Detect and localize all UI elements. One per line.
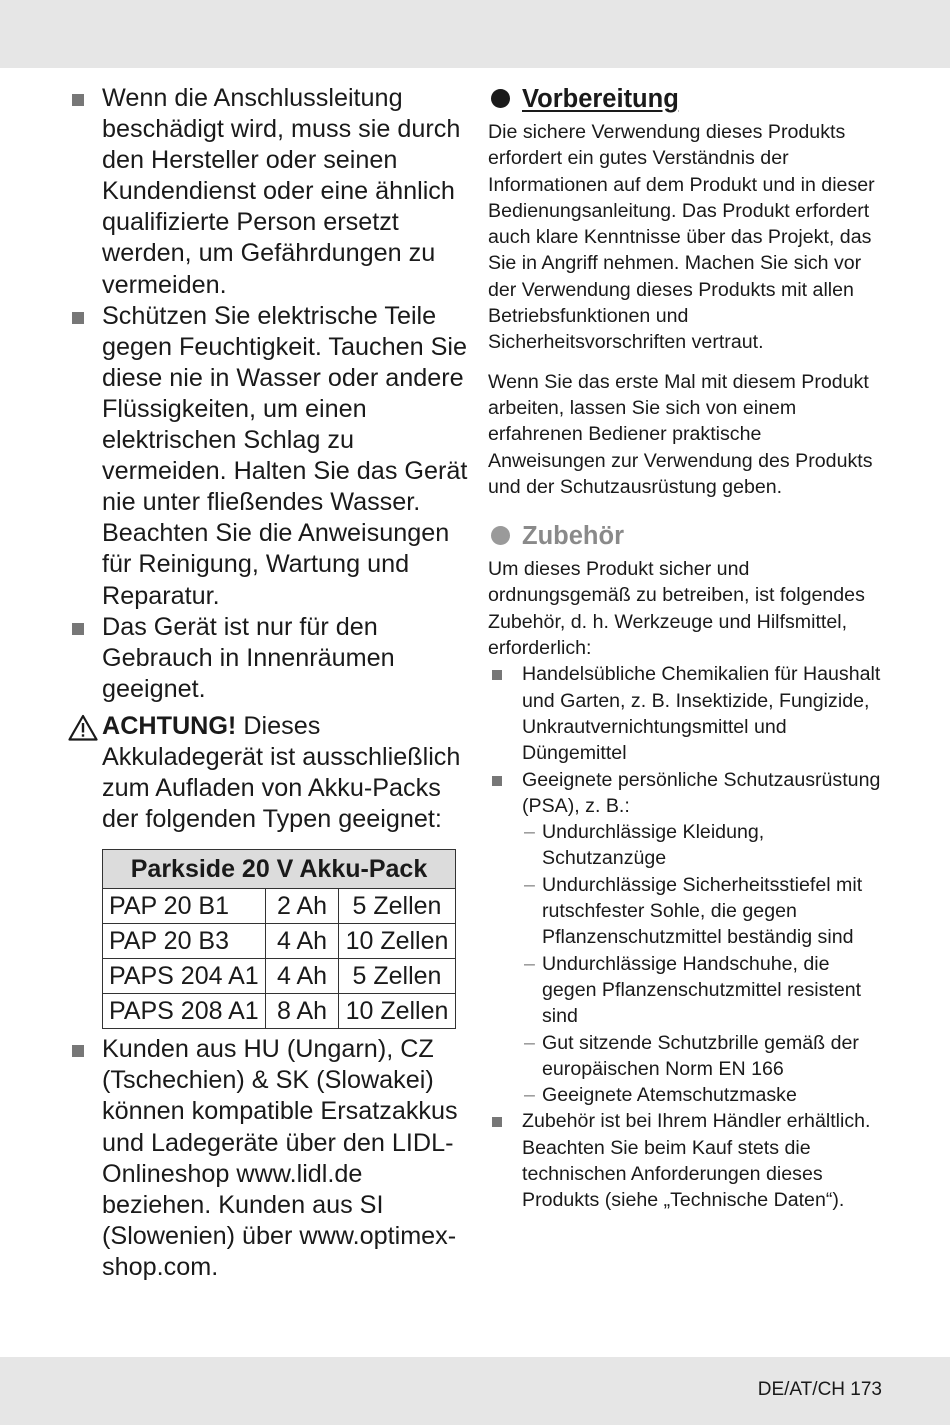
grey-circle-icon	[491, 526, 510, 545]
ppe-text: Undurchlässige Sicherheitsstiefel mit rutschfester Sohle, die gegen Pflanzenschutzmittel beständig sind	[542, 873, 863, 949]
section-heading-zubehoer	[488, 520, 883, 552]
battery-table	[102, 849, 456, 1029]
section-heading-vorbereitung	[488, 83, 883, 115]
warning-text: Dieses Akkuladegerät ist ausschließlich zum Aufladen von Akku-Packs der folgenden Typen geeignet:	[102, 711, 461, 834]
table-row	[103, 889, 456, 924]
accessory-bullet	[488, 767, 883, 820]
ppe-item	[488, 951, 883, 1030]
square-bullet-icon	[492, 1117, 502, 1127]
battery-table-header: Parkside 20 V Akku-Pack	[103, 850, 456, 889]
dash-marker: –	[524, 821, 535, 844]
paragraph: Um dieses Produkt sicher und ordnungsgemäß zu betreiben, ist folgendes Zubehör, d. h. Werkzeuge und Hilfsmittel, erforderlich:	[488, 558, 865, 660]
filled-circle-icon	[491, 89, 510, 108]
header-band	[0, 0, 950, 68]
square-bullet-icon	[72, 1045, 84, 1057]
left-column	[70, 83, 470, 1283]
paragraph: Wenn Sie das erste Mal mit diesem Produkt arbeiten, lassen Sie sich von einem erfahrenen Bediener praktische Anweisungen zur Verwendung des Produkts und der Schutzausrüstung geben.	[488, 370, 873, 498]
dash-marker: –	[524, 1084, 535, 1107]
model-cell: PAPS 208 A1	[103, 994, 266, 1029]
capacity-cell: 4 Ah	[266, 959, 339, 994]
dash-marker: –	[524, 873, 535, 896]
warning-triangle-icon	[68, 714, 98, 741]
accessory-bullet	[488, 661, 883, 766]
ppe-item	[488, 872, 883, 951]
square-bullet-icon	[492, 776, 502, 786]
ppe-text: Geeignete Atemschutzmaske	[542, 1084, 797, 1107]
table-row	[103, 924, 456, 959]
bullet-text: Handelsübliche Chemikalien für Haushalt und Garten, z. B. Insektizide, Fungizide, Unkrautvernichtungsmittel und Düngemittel	[522, 663, 881, 765]
safety-bullet	[70, 83, 470, 301]
ppe-item	[488, 819, 883, 872]
accessory-bullet	[488, 1108, 883, 1213]
square-bullet-icon	[72, 94, 84, 106]
bullet-text: Schützen Sie elektrische Teile gegen Feuchtigkeit. Tauchen Sie diese nie in Wasser oder andere Flüssigkeiten, um einen elektrischen Schlag zu vermeiden. Halten Sie das Gerät nie unter fließendes Wasser. Beachten Sie die Anweisungen für Reinigung, Wartung und Reparatur.	[102, 301, 468, 610]
table-row	[103, 994, 456, 1029]
capacity-cell: 4 Ah	[266, 924, 339, 959]
capacity-cell: 8 Ah	[266, 994, 339, 1029]
ppe-text: Gut sitzende Schutzbrille gemäß der europäischen Norm EN 166	[542, 1031, 859, 1080]
cells-cell: 10 Zellen	[339, 994, 456, 1029]
square-bullet-icon	[492, 670, 502, 680]
page-number: DE/AT/CH 173	[757, 1379, 882, 1400]
ppe-text: Undurchlässige Handschuhe, die gegen Pflanzenschutzmittel resistent sind	[542, 952, 862, 1028]
footer-band	[0, 1357, 950, 1425]
model-cell: PAP 20 B1	[103, 889, 266, 924]
model-cell: PAPS 204 A1	[103, 959, 266, 994]
warning-note	[70, 711, 470, 835]
dash-marker: –	[524, 1031, 535, 1054]
safety-bullet	[70, 612, 470, 705]
section-title: Vorbereitung	[522, 85, 679, 113]
warning-label: ACHTUNG!	[102, 711, 237, 740]
table-row	[103, 959, 456, 994]
dash-marker: –	[524, 952, 535, 975]
capacity-cell: 2 Ah	[266, 889, 339, 924]
ppe-text: Undurchlässige Kleidung, Schutzanzüge	[542, 821, 765, 870]
square-bullet-icon	[72, 623, 84, 635]
bullet-text: Geeignete persönliche Schutzausrüstung (PSA), z. B.:	[522, 768, 881, 817]
paragraph: Die sichere Verwendung dieses Produkts erfordert ein gutes Verständnis der Informationen auf dem Produkt und in dieser Bedienungsanleitung. Das Produkt erfordert auch klare Kenntnisse über das Projekt, das Sie in Angriff nehmen. Machen Sie sich vor der Verwendung dieses Produkts mit allen Betriebsfunktionen und Sicherheitsvorschriften vertraut.	[488, 121, 875, 354]
bullet-text: Kunden aus HU (Ungarn), CZ (Tschechien) & SK (Slowakei) können kompatible Ersatzakkus und Ladegeräte über den LIDL-Onlineshop www.lidl.de beziehen. Kunden aus SI (Slowenien) über www.optimex-shop.com.	[102, 1035, 458, 1281]
safety-bullet	[70, 301, 470, 612]
right-column	[488, 83, 883, 1214]
model-cell: PAP 20 B3	[103, 924, 266, 959]
bullet-text: Wenn die Anschlussleitung beschädigt wird, muss sie durch den Hersteller oder seinen Kundendienst oder eine ähnlich qualifizierte Person ersetzt werden, um Gefährdungen zu vermeiden.	[102, 84, 461, 299]
square-bullet-icon	[72, 312, 84, 324]
bullet-text: Zubehör ist bei Ihrem Händler erhältlich. Beachten Sie beim Kauf stets die technischen Anforderungen dieses Produkts (siehe „Technische Daten“).	[522, 1110, 871, 1212]
cells-cell: 10 Zellen	[339, 924, 456, 959]
cells-cell: 5 Zellen	[339, 959, 456, 994]
cells-cell: 5 Zellen	[339, 889, 456, 924]
section-title: Zubehör	[522, 522, 624, 551]
customer-bullet	[70, 1034, 470, 1283]
ppe-item	[488, 1082, 883, 1108]
ppe-item	[488, 1030, 883, 1083]
bullet-text: Das Gerät ist nur für den Gebrauch in Innenräumen geeignet.	[102, 612, 395, 703]
